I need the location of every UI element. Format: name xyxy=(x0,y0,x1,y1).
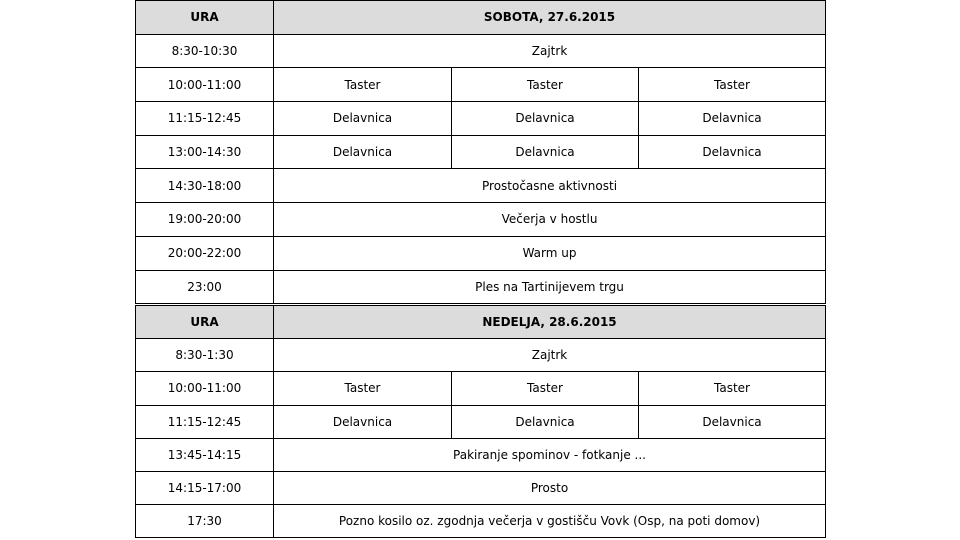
activity-cell: Delavnica xyxy=(274,102,452,136)
activity-cell: Delavnica xyxy=(639,135,826,169)
activity-cell: Prostočasne aktivnosti xyxy=(274,169,826,203)
activity-cell: Taster xyxy=(274,372,452,405)
activity-cell: Zajtrk xyxy=(274,339,826,372)
activity-cell: Taster xyxy=(639,372,826,405)
time-cell: 8:30-1:30 xyxy=(136,339,274,372)
activity-cell: Taster xyxy=(452,68,639,102)
activity-cell: Delavnica xyxy=(274,405,452,438)
time-cell: 14:15-17:00 xyxy=(136,471,274,504)
time-cell: 10:00-11:00 xyxy=(136,68,274,102)
activity-cell: Delavnica xyxy=(639,405,826,438)
activity-cell: Delavnica xyxy=(452,102,639,136)
time-cell: 8:30-10:30 xyxy=(136,34,274,68)
time-cell: 23:00 xyxy=(136,270,274,304)
activity-cell: Ples na Tartinijevem trgu xyxy=(274,270,826,304)
schedule-table-sunday xyxy=(135,305,826,538)
table-row xyxy=(136,471,826,504)
table-row xyxy=(136,236,826,270)
activity-cell: Pozno kosilo oz. zgodnja večerja v gostišču Vovk (Osp, na poti domov) xyxy=(274,505,826,538)
time-cell: 13:45-14:15 xyxy=(136,438,274,471)
table-header xyxy=(136,1,826,35)
time-cell: 11:15-12:45 xyxy=(136,405,274,438)
time-cell: 10:00-11:00 xyxy=(136,372,274,405)
table-row xyxy=(136,438,826,471)
table-row xyxy=(136,169,826,203)
table-row xyxy=(136,505,826,538)
time-column-header: URA xyxy=(136,1,274,35)
activity-cell: Prosto xyxy=(274,471,826,504)
activity-cell: Delavnica xyxy=(452,405,639,438)
time-column-header: URA xyxy=(136,306,274,339)
day-title: NEDELJA, 28.6.2015 xyxy=(274,306,826,339)
activity-cell: Taster xyxy=(639,68,826,102)
time-cell: 19:00-20:00 xyxy=(136,203,274,237)
activity-cell: Warm up xyxy=(274,236,826,270)
activity-cell: Pakiranje spominov - fotkanje ... xyxy=(274,438,826,471)
activity-cell: Taster xyxy=(274,68,452,102)
activity-cell: Delavnica xyxy=(274,135,452,169)
time-cell: 20:00-22:00 xyxy=(136,236,274,270)
table-row xyxy=(136,372,826,405)
activity-cell: Večerja v hostlu xyxy=(274,203,826,237)
table-row xyxy=(136,405,826,438)
activity-cell: Zajtrk xyxy=(274,34,826,68)
schedule-table-saturday xyxy=(135,0,826,304)
activity-cell: Delavnica xyxy=(452,135,639,169)
time-cell: 17:30 xyxy=(136,505,274,538)
table-row xyxy=(136,102,826,136)
table-row xyxy=(136,270,826,304)
time-cell: 11:15-12:45 xyxy=(136,102,274,136)
time-cell: 13:00-14:30 xyxy=(136,135,274,169)
activity-cell: Taster xyxy=(452,372,639,405)
activity-cell: Delavnica xyxy=(639,102,826,136)
table-row xyxy=(136,203,826,237)
table-row xyxy=(136,339,826,372)
time-cell: 14:30-18:00 xyxy=(136,169,274,203)
table-row xyxy=(136,68,826,102)
table-row xyxy=(136,135,826,169)
table-header xyxy=(136,306,826,339)
day-title: SOBOTA, 27.6.2015 xyxy=(274,1,826,35)
table-row xyxy=(136,34,826,68)
